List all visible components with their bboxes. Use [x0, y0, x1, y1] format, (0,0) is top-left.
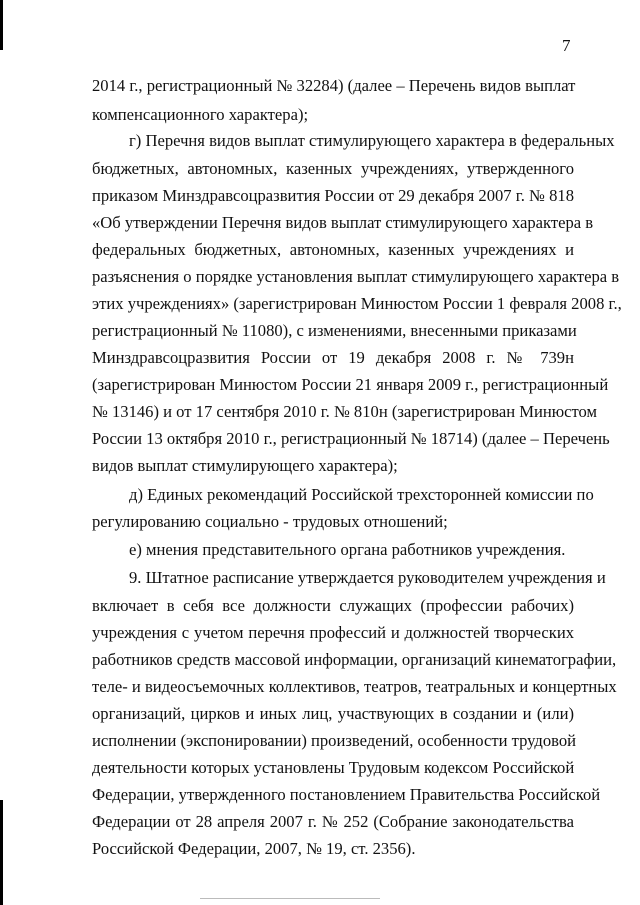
text-line: организаций, цирков и иных лиц, участвующих в создании и (или)	[92, 704, 574, 723]
text-line: деятельности которых установлены Трудовым кодексом Российской	[92, 758, 575, 777]
scan-bottom-mark	[200, 898, 380, 899]
text-line: теле- и видеосъемочных коллективов, театров, театральных и концертных	[92, 677, 617, 696]
text-line: регистрационный № 11080), с изменениями, внесенными приказами	[92, 321, 577, 340]
text-line: исполнении (экспонировании) произведений, особенности трудовой	[92, 731, 577, 750]
text-line: № 13146) и от 17 сентября 2010 г. № 810н (зарегистрирован Минюстом	[92, 402, 598, 421]
text-line: учреждения с учетом перечня профессий и должностей творческих	[92, 623, 574, 642]
text-line: «Об утверждении Перечня видов выплат стимулирующего характера в	[92, 213, 594, 232]
text-line: г) Перечня видов выплат стимулирующего характера в федеральных	[129, 131, 615, 150]
text-line: федеральных бюджетных, автономных, казенных учреждениях и	[92, 240, 574, 259]
text-line: видов выплат стимулирующего характера);	[92, 456, 398, 475]
text-line: работников средств массовой информации, организаций кинематографии,	[92, 650, 617, 669]
text-line: 9. Штатное расписание утверждается руководителем учреждения и	[129, 568, 606, 587]
text-line: компенсационного характера);	[92, 105, 309, 124]
text-line: Минздравсоцразвития России от 19 декабря 2008 г. № 739н	[92, 348, 574, 367]
text-line: Федерации, утвержденного постановлением Правительства Российской	[92, 785, 601, 804]
text-line: этих учреждениях» (зарегистрирован Минюстом России 1 февраля 2008 г.,	[92, 294, 622, 313]
text-line: д) Единых рекомендаций Российской трехсторонней комиссии по	[129, 485, 594, 504]
text-line: включает в себя все должности служащих (профессии рабочих)	[92, 596, 574, 615]
text-line: 2014 г., регистрационный № 32284) (далее – Перечень видов выплат	[92, 76, 576, 95]
text-line: разъяснения о порядке установления выплат стимулирующего характера в	[92, 267, 620, 286]
scan-margin-mark	[0, 0, 3, 50]
text-line: (зарегистрирован Минюстом России 21 января 2009 г., регистрационный	[92, 375, 609, 394]
scan-margin-mark	[0, 800, 3, 905]
page-number: 7	[562, 36, 571, 55]
text-line: бюджетных, автономных, казенных учреждениях, утвержденного	[92, 159, 574, 178]
text-line: Федерации от 28 апреля 2007 г. № 252 (Собрание законодательства	[92, 812, 574, 831]
text-line: регулированию социально - трудовых отношений;	[92, 512, 448, 531]
text-line: Российской Федерации, 2007, № 19, ст. 2356).	[92, 839, 416, 858]
text-line: приказом Минздравсоцразвития России от 29 декабря 2007 г. № 818	[92, 186, 574, 205]
text-line: России 13 октября 2010 г., регистрационный № 18714) (далее – Перечень	[92, 429, 610, 448]
text-line: е) мнения представительного органа работников учреждения.	[129, 540, 566, 559]
